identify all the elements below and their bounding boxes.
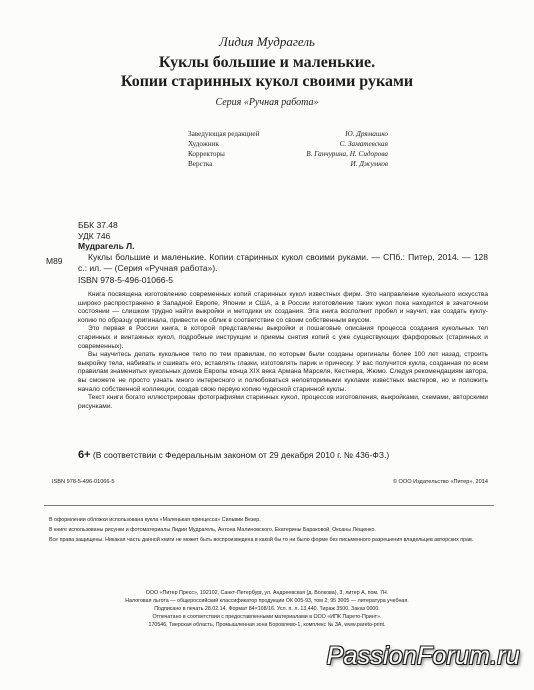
imprint-line: 170546, Тверская область, Промышленная зона Боровлево-1, комплекс № 3А, www.pareto-print. <box>148 622 386 628</box>
imprint-line: ООО «Питер Пресс», 192102, Санкт-Петербург, ул. Андреевская (д. Волкова), 3, литер А, пом. 7Н. <box>145 590 389 596</box>
credit-role: Корректоры <box>188 150 225 158</box>
credit-role: Художник <box>188 140 219 148</box>
book-title <box>60 53 474 91</box>
catalog-isbn: ISBN 978-5-496-01066-5 <box>78 275 173 285</box>
age-rating-badge: 6+ <box>78 449 91 461</box>
annotation-paragraph: Текст книги богато иллюстрирован фотографиями старинных кукол, процессов изготовления, выкройками, схемами, авторскими рисунками. <box>78 394 488 410</box>
annotation <box>78 291 488 411</box>
credit-name: Ю. Дрямашко <box>345 130 388 138</box>
notes-block <box>49 517 489 548</box>
series-name: Серия «Ручная работа» <box>215 97 319 108</box>
site-watermark: PassionForum.ru <box>326 642 520 670</box>
credit-row <box>188 139 388 149</box>
catalog-description: Куклы большие и маленькие. Копии старинных кукол своими руками. — СПб.: Питер, 2014. — 128 с.: ил. — (Серия «Ручная работа»). <box>78 252 488 273</box>
credit-role: Верстка <box>188 160 213 168</box>
age-rating <box>78 449 389 461</box>
classification-codes <box>78 220 118 242</box>
imprint-block <box>0 589 534 629</box>
credit-name: И. Джумков <box>350 160 388 168</box>
copyright-notice: © ООО Издательство «Питер», 2014 <box>392 479 488 485</box>
udk-code: УДК 746 <box>78 231 111 241</box>
note-rights: Все права защищены. Никакая часть данной книги не может быть воспроизведена в какой бы то ни было форме без письменного разрешения владельцев авторских прав. <box>49 537 474 544</box>
credit-role: Заведующая редакцией <box>188 130 260 138</box>
note-illustrations: В книге использованы рисунки и фотоматериалы Лидии Мудрагель, Антона Малиновского, Екатерины Бараковой, Оксаны Лещенко. <box>49 527 376 534</box>
author-sign-code: М89 <box>46 256 63 266</box>
catalog-heading: Мудрагель Л. <box>78 241 135 251</box>
credit-row <box>188 159 388 169</box>
divider <box>44 505 494 506</box>
annotation-paragraph: Вы научитесь делать кукольное тело по тем правилам, по которым были созданы оригиналы более 100 лет назад, строить выкройку тела, набивать и сшивать его, вставлять глазки, изготовлять парик и прическу. У вас получится кукла, созданная по всем правилам знаменитых кукольных домов Европы конца XIX века Армана Марселя, Кестнера, Жюмо. Следуя рекомендациям автора, вы сможете не просто узнать много интересного и полюбоваться неповторимыми куклами известных мастеров, но и положить начало собственной коллекции, создав свою первую копию чудесной старинной куклы. <box>78 351 488 393</box>
title-line-2: Копии старинных кукол своими руками <box>120 73 414 90</box>
annotation-paragraph: Это первая в России книга, в которой представлены выкройки и пошаговые описания процесса создания кукольных тел старинных и винтажных кукол, подробные инструкции и приемы снятия копий с уже существующих фарфоровых (старинных и современных). <box>78 325 488 350</box>
credits-block <box>188 129 388 169</box>
bbk-code: ББК 37.48 <box>78 220 118 230</box>
credit-name: С. Заматевская <box>339 140 388 148</box>
author-name: Лидия Мудрагель <box>219 34 315 49</box>
title-line-1: Куклы большие и маленькие. <box>158 54 376 71</box>
credit-name: В. Ганчурина, Н. Сидорова <box>306 150 388 158</box>
imprint-line: Подписано в печать 28.02.14. Формат 84×108/16. Усл. п. л. 13,440. Тираж 3500. Заказ 0000. <box>154 606 380 612</box>
isbn-copyright-row <box>52 479 488 485</box>
credit-row <box>188 149 388 159</box>
imprint-line: Отпечатано в соответствии с предоставленными материалами в ООО «ИПК Парето-Принт». <box>152 614 382 620</box>
annotation-paragraph: Книга посвящена изготовлению современных копий старинных кукол известных фирм. Это направление кукольного искусства широко распространено в Западной Европе, Японии и США, а в России изготовление таких кукол пока находится в зачаточном состоянии — слишком трудно найти выкройки и методики их создания. Эта книга восполнит пробел и научит, как создать куклу-копию по образцу оригинала, привести ее облик в соответствие со своим собственным вкусом. <box>78 291 488 324</box>
age-rating-law: (В соответствии с Федеральным законом от 29 декабря 2010 г. № 436-ФЗ.) <box>92 450 390 460</box>
note-cover: В оформлении обложки использована кукла «Маленькая принцесса» Сильвии Везер. <box>49 517 261 523</box>
imprint-line: Налоговая льгота — общероссийский классификатор продукции ОК 005-93, том 2; 95 3005 — литература учебная. <box>125 598 409 604</box>
catalog-card <box>78 241 488 286</box>
isbn-footer: ISBN 978-5-496-01066-5 <box>52 479 115 485</box>
credit-row <box>188 129 388 139</box>
